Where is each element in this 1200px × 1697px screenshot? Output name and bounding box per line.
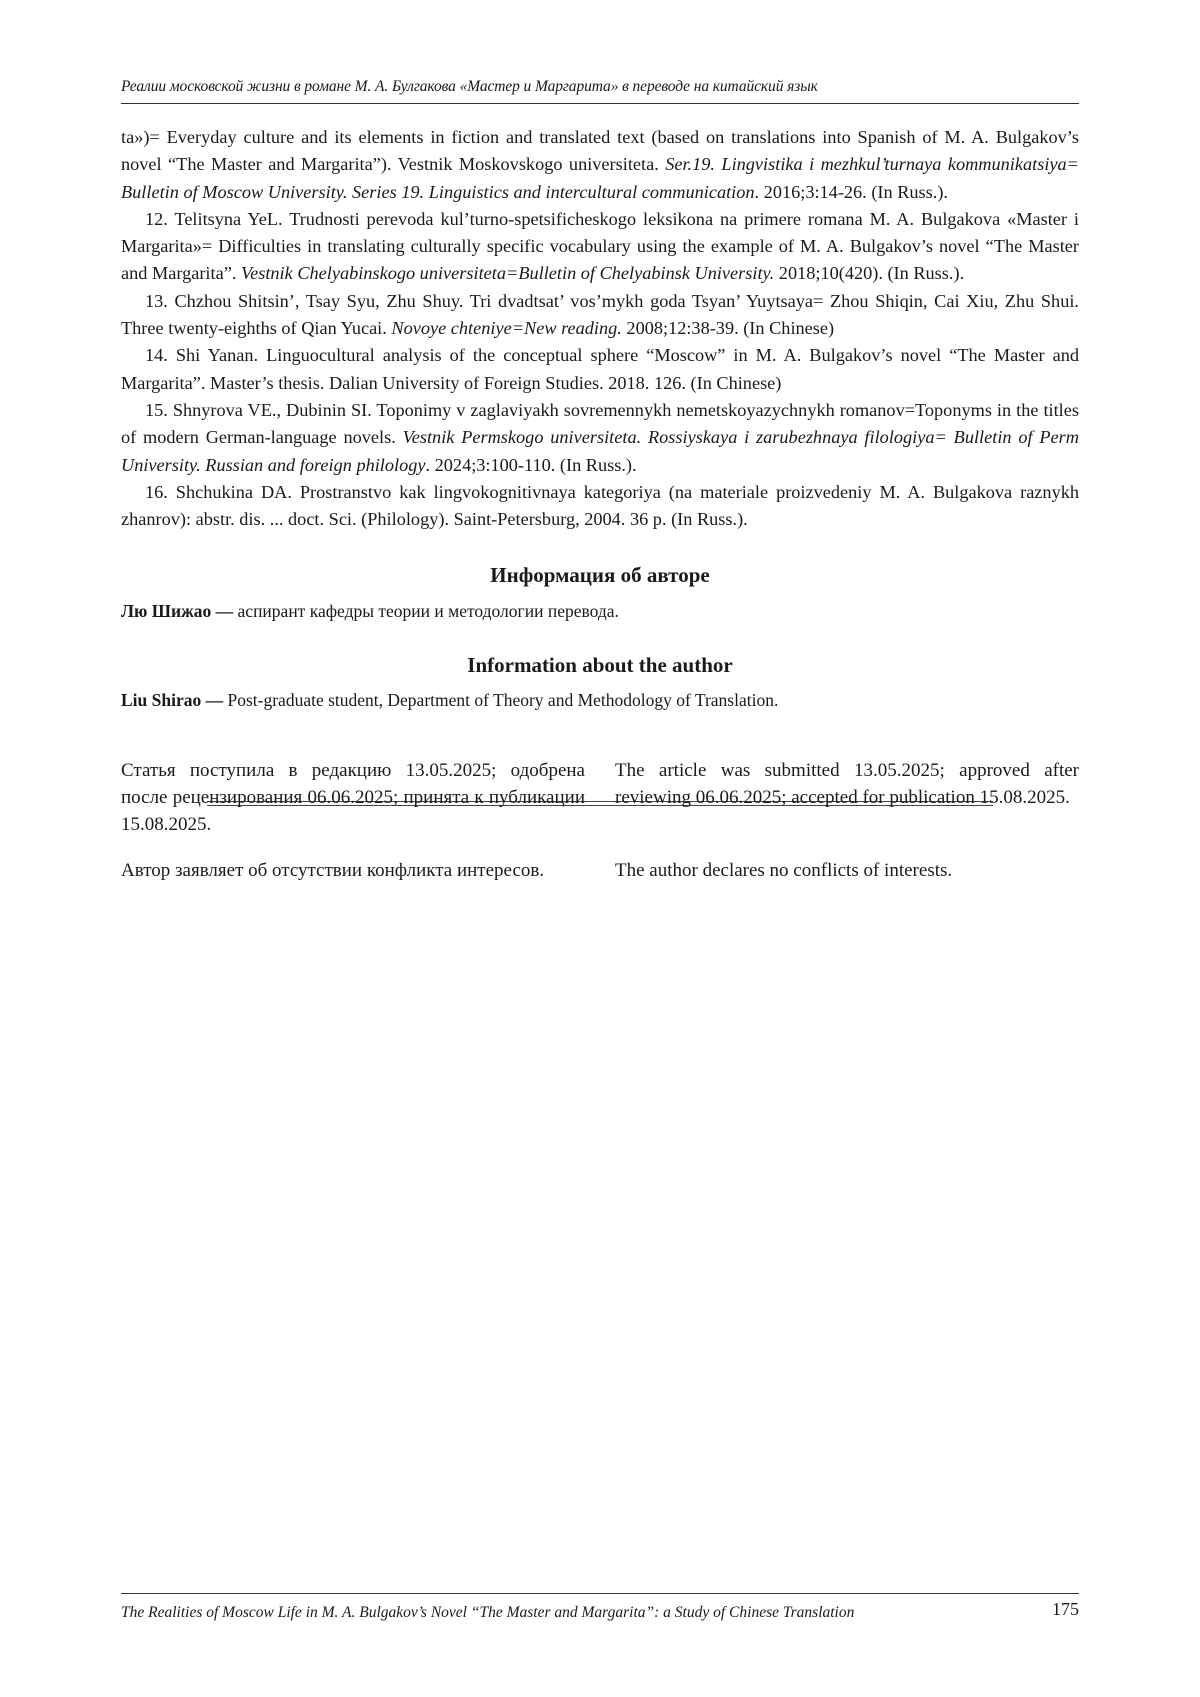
reference-text: 2008;12:38-39. (In Chinese): [621, 318, 835, 339]
submission-note-ru: Статья поступила в редакцию 13.05.2025; одобрена после рецензирования 06.06.2025; принята к публикации 15.08.2025.: [121, 760, 585, 835]
reference-text: . 2024;3:100-110. (In Russ.).: [425, 454, 637, 475]
author-description-ru: аспирант кафедры теории и методологии перевода.: [237, 601, 619, 621]
submission-note-en: The article was submitted 13.05.2025; approved after reviewing 06.06.2025; accepted for publication 15.08.2025.: [615, 760, 1079, 808]
author-info-en: [121, 690, 1079, 711]
reference-item: [121, 342, 1079, 397]
author-info-heading-ru: Информация об авторе: [490, 563, 710, 587]
reference-item: [121, 397, 1079, 479]
author-name-ru: Лю Шижао —: [121, 601, 234, 621]
reference-text: ta»)= Everyday culture and its elements in fiction and translated text (based on translations into Spanish of M. A. Bulgakov’s novel “The Master and Margarita”). Vestnik Moskovskogo universiteta.: [121, 127, 1079, 175]
reference-text: 2018;10(420). (In Russ.).: [774, 263, 965, 284]
reference-text: 16. Shchukina DA. Prostranstvo kak lingvokognitivnaya kategoriya (na materiale proizvedeniy M. A. Bulgakova raznykh zhanrov): abstr. dis. ... doct. Sci. (Philology). Saint-Petersburg, 2004. 36 p. (In Russ.).: [121, 481, 1079, 530]
author-info-ru: [121, 601, 1079, 622]
reference-item: [121, 288, 1079, 343]
reference-text: . 2016;3:14-26. (In Russ.).: [754, 181, 949, 202]
author-info-heading-en: Information about the author: [467, 653, 733, 677]
journal-page: [121, 0, 1079, 1697]
conflict-statement-ru: Автор заявляет об отсутствии конфликта интересов.: [121, 860, 545, 881]
footer-rule: [121, 1593, 1079, 1594]
reference-item: [121, 124, 1079, 206]
author-description-en: Post-graduate student, Department of Theory and Methodology of Translation.: [227, 690, 779, 710]
reference-text: 12. Telitsyna YeL. Trudnosti perevoda kul’turno-spetsificheskogo leksikona na primere romana M. A. Bulgakova «Master i Margarita»= Difficulties in translating culturally specific vocabulary using the example of M. A. Bulgakov’s novel “The Master and Margarita”.: [121, 208, 1079, 284]
reference-source-title: Ser.19. Lingvistika i mezhkul’turnaya kommunikatsiya= Bulletin of Moscow University. Series 19. Linguistics and intercultural communication: [121, 154, 1079, 202]
reference-text: 13. Chzhou Shitsin’, Tsay Syu, Zhu Shuy. Tri dvadtsat’ vos’mykh goda Tsyan’ Yuytsaya= Zhou Shiqin, Cai Xiu, Zhu Shui. Three twenty-eighths of Qian Yucai.: [121, 290, 1079, 339]
reference-item: [121, 206, 1079, 288]
running-head: Реалии московской жизни в романе М. А. Булгакова «Мастер и Маргарита» в переводе на китайский язык: [121, 78, 818, 95]
reference-source-title: Vestnik Chelyabinskogo universiteta=Bulletin of Chelyabinsk University.: [240, 263, 775, 284]
reference-text: 14. Shi Yanan. Linguocultural analysis of the conceptual sphere “Moscow” in M. A. Bulgakov’s novel “The Master and Margarita”. Master’s thesis. Dalian University of Foreign Studies. 2018. 126. (In Chinese): [121, 345, 1079, 393]
author-name-en: Liu Shirao —: [121, 690, 224, 710]
reference-list: [121, 124, 1079, 533]
header-rule: [121, 103, 1079, 104]
conflict-statement-en: The author declares no conflicts of interests.: [615, 860, 953, 881]
footer-title: The Realities of Moscow Life in M. A. Bulgakov’s Novel “The Master and Margarita”: a Study of Chinese Translation: [121, 1604, 855, 1621]
reference-text: 15. Shnyrova VE., Dubinin SI. Toponimy v zaglaviyakh sovremennykh nemetskoyazychnykh romanov=Toponyms in the titles of modern German-language novels.: [121, 399, 1079, 448]
page-number: 175: [1052, 1599, 1079, 1619]
reference-source-title: Vestnik Permskogo universiteta. Rossiyskaya i zarubezhnaya filologiya= Bulletin of Perm University. Russian and foreign philology: [121, 427, 1079, 475]
reference-item: [121, 479, 1079, 534]
reference-source-title: Novoye chteniye=New reading.: [391, 318, 622, 339]
